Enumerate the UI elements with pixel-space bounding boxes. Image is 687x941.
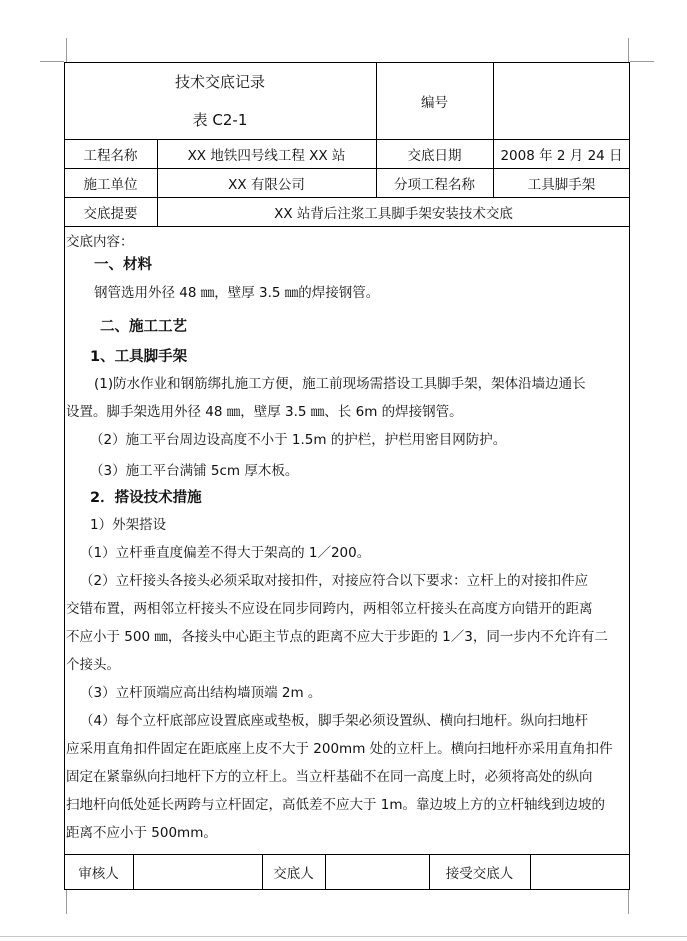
content-line: 钢管选用外径 48 ㎜，壁厚 3.5 ㎜的焊接钢管。 bbox=[94, 285, 380, 301]
content-line: 固定在紧靠纵向扫地杆下方的立杆上。当立杆基础不在同一高度上时，必须将高处的纵向 bbox=[66, 769, 593, 785]
crop-mark bbox=[628, 890, 629, 914]
content-line: （1）立杆垂直度偏差不得大于架高的 1／200。 bbox=[80, 545, 371, 561]
content-line: （2）施工平台周边设高度不小于 1.5m 的护栏，护栏用密目网防护。 bbox=[90, 432, 507, 448]
number-value bbox=[493, 62, 630, 139]
contractor-label: 施工单位 bbox=[83, 176, 138, 193]
contractor-value: XX 有限公司 bbox=[228, 176, 305, 193]
project-name-label: 工程名称 bbox=[83, 147, 138, 164]
content-line: 应采用直角扣件固定在距底座上皮不大于 200mm 处的立杆上。横向扫地杆亦采用直角扣件 bbox=[66, 741, 613, 757]
section-heading: 二、施工工艺 bbox=[100, 319, 187, 335]
crop-mark bbox=[628, 38, 629, 62]
content-line: 距离不应小于 500mm。 bbox=[66, 825, 217, 841]
summary-value: XX 站背后注浆工具脚手架安装技术交底 bbox=[274, 205, 513, 222]
crop-mark bbox=[630, 61, 654, 62]
subitem-value: 工具脚手架 bbox=[527, 176, 596, 193]
content-line: （3）立杆顶端应高出结构墙顶端 2m 。 bbox=[80, 685, 322, 701]
row-divider bbox=[64, 226, 630, 227]
number-label: 编号 bbox=[421, 94, 448, 111]
project-name-value: XX 地铁四号线工程 XX 站 bbox=[187, 147, 346, 164]
table-number: 表 C2-1 bbox=[192, 110, 248, 129]
content-line: (1)防水作业和钢筋绑扎施工方便，施工前现场需搭设工具脚手架，架体沿墙边通长 bbox=[94, 376, 586, 392]
section-heading: 一、材料 bbox=[94, 257, 152, 273]
discloser-signature-field[interactable] bbox=[325, 854, 429, 890]
content-line: （4）每个立杆底部应设置底座或垫板，脚手架必须设置纵、横向扫地杆。纵向扫地杆 bbox=[80, 713, 589, 729]
crop-mark bbox=[66, 890, 67, 914]
discloser-label: 交底人 bbox=[273, 866, 314, 882]
content-line: 交错布置，两相邻立杆接头不应设在同步同跨内，两相邻立杆接头在高度方向错开的距离 bbox=[66, 601, 593, 617]
crop-mark bbox=[66, 38, 67, 62]
content-line: 设置。脚手架选用外径 48 ㎜，壁厚 3.5 ㎜、长 6m 的焊接钢管。 bbox=[66, 404, 463, 420]
content-line: （2）立杆接头各接头必须采取对接扣件，对接应符合以下要求：立杆上的对接扣件应 bbox=[80, 573, 589, 589]
date-value: 2008 年 2 月 24 日 bbox=[500, 147, 623, 164]
summary-label: 交底提要 bbox=[83, 205, 138, 222]
document-title: 技术交底记录 bbox=[174, 72, 265, 91]
content-line: 1）外架搭设 bbox=[90, 517, 167, 533]
reviewer-signature-field[interactable] bbox=[133, 854, 262, 890]
receiver-signature-field[interactable] bbox=[530, 854, 630, 890]
page-bottom-edge bbox=[0, 936, 687, 937]
content-intro: 交底内容： bbox=[66, 234, 134, 250]
subsection-heading: 1、工具脚手架 bbox=[90, 349, 188, 365]
subsection-heading: 2．搭设技术措施 bbox=[90, 490, 202, 506]
content-line: 扫地杆向低处延长两跨与立杆固定，高低差不应大于 1m。靠边坡上方的立杆轴线到边坡的 bbox=[66, 797, 606, 813]
receiver-label: 接受交底人 bbox=[445, 866, 514, 882]
content-line: （3）施工平台满铺 5cm 厚木板。 bbox=[90, 463, 299, 479]
date-label: 交底日期 bbox=[407, 147, 462, 164]
subitem-label: 分项工程名称 bbox=[394, 176, 475, 193]
content-line: 个接头。 bbox=[66, 657, 120, 673]
crop-mark bbox=[40, 61, 64, 62]
reviewer-label: 审核人 bbox=[78, 866, 119, 882]
content-line: 不应小于 500 ㎜，各接头中心距主节点的距离不应大于步距的 1／3，同一步内不允许有二 bbox=[66, 629, 608, 645]
